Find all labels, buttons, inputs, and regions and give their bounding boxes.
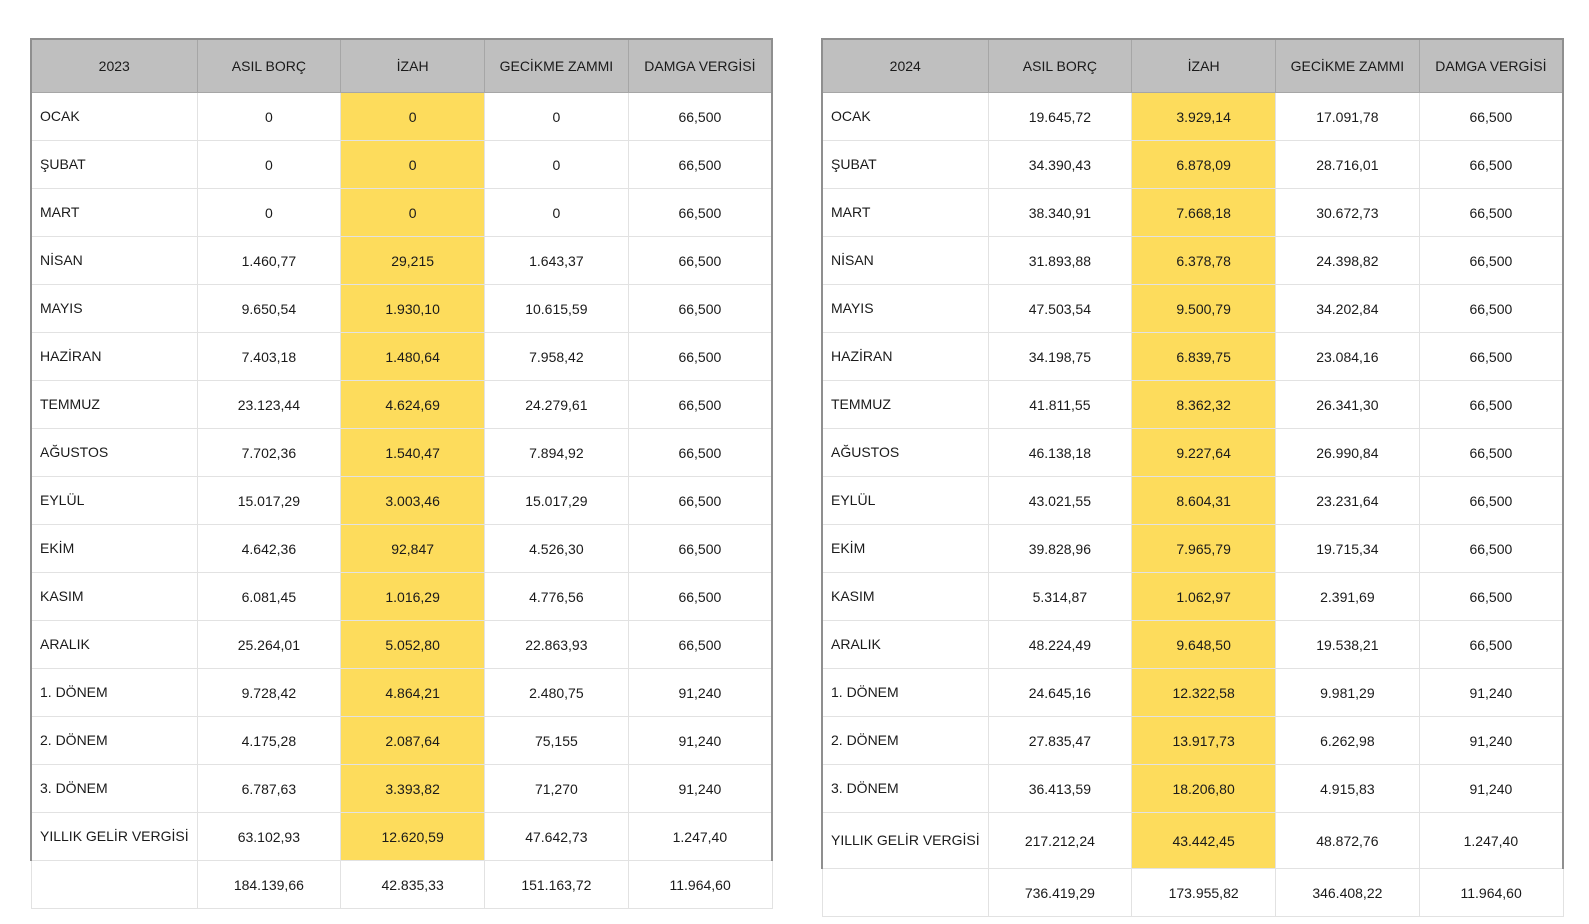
izah-cell: 4.624,69 [341,381,485,429]
asil-borc-cell: 34.390,43 [988,141,1132,189]
izah-cell: 1.540,47 [341,429,485,477]
izah-cell: 92,847 [341,525,485,573]
asil-borc-cell: 9.728,42 [197,669,341,717]
izah-cell: 8.362,32 [1132,381,1276,429]
gecikme-zammi-cell: 23.231,64 [1276,477,1420,525]
header-year: 2023 [31,39,197,93]
gecikme-zammi-cell: 2.480,75 [485,669,629,717]
izah-cell: 9.648,50 [1132,621,1276,669]
asil-borc-cell: 63.102,93 [197,813,341,861]
asil-borc-cell: 9.650,54 [197,285,341,333]
row-label: EYLÜL [31,477,197,525]
gecikme-zammi-cell: 30.672,73 [1276,189,1420,237]
gecikme-zammi-cell: 4.915,83 [1276,765,1420,813]
table-row [31,285,772,333]
gecikme-zammi-cell: 1.643,37 [485,237,629,285]
gecikme-zammi-cell: 75,155 [485,717,629,765]
izah-cell: 0 [341,141,485,189]
table-row [822,669,1563,717]
table-row [822,381,1563,429]
table-row [31,621,772,669]
row-label: AĞUSTOS [822,429,988,477]
table-row [822,285,1563,333]
row-label: NİSAN [31,237,197,285]
table-row [822,621,1563,669]
row-label: 3. DÖNEM [822,765,988,813]
izah-cell: 1.480,64 [341,333,485,381]
table-row [822,717,1563,765]
asil-borc-cell: 48.224,49 [988,621,1132,669]
header-gecikme-zammi: GECİKME ZAMMI [485,39,629,93]
row-label: 1. DÖNEM [31,669,197,717]
header-year: 2024 [822,39,988,93]
gecikme-zammi-cell: 15.017,29 [485,477,629,525]
asil-borc-cell: 7.702,36 [197,429,341,477]
gecikme-zammi-cell: 23.084,16 [1276,333,1420,381]
izah-cell: 12.322,58 [1132,669,1276,717]
table-row [822,333,1563,381]
izah-cell: 0 [341,93,485,141]
asil-borc-cell: 36.413,59 [988,765,1132,813]
asil-borc-cell: 23.123,44 [197,381,341,429]
damga-vergisi-cell: 1.247,40 [628,813,772,861]
table-row [822,525,1563,573]
table-row [822,765,1563,813]
izah-cell: 1.062,97 [1132,573,1276,621]
row-label: OCAK [31,93,197,141]
table-row [31,813,772,861]
damga-vergisi-cell: 66,500 [628,189,772,237]
gecikme-zammi-cell: 0 [485,93,629,141]
row-label: KASIM [822,573,988,621]
table-row [822,813,1563,869]
gecikme-zammi-cell: 34.202,84 [1276,285,1420,333]
asil-borc-cell: 4.642,36 [197,525,341,573]
damga-vergisi-cell: 66,500 [628,573,772,621]
gecikme-zammi-cell: 47.642,73 [485,813,629,861]
asil-borc-cell: 41.811,55 [988,381,1132,429]
damga-vergisi-cell: 91,240 [628,669,772,717]
izah-cell: 4.864,21 [341,669,485,717]
asil-borc-cell: 27.835,47 [988,717,1132,765]
gecikme-zammi-cell: 19.715,34 [1276,525,1420,573]
izah-cell: 3.929,14 [1132,93,1276,141]
total-asil-borc-cell: 736.419,29 [988,869,1132,917]
row-label: NİSAN [822,237,988,285]
damga-vergisi-cell: 1.247,40 [1419,813,1563,869]
izah-cell: 1.016,29 [341,573,485,621]
table-row [31,189,772,237]
asil-borc-cell: 46.138,18 [988,429,1132,477]
row-label: 2. DÖNEM [31,717,197,765]
damga-vergisi-cell: 66,500 [1419,189,1563,237]
izah-cell: 29,215 [341,237,485,285]
table-row [822,93,1563,141]
asil-borc-cell: 4.175,28 [197,717,341,765]
damga-vergisi-cell: 66,500 [1419,285,1563,333]
row-label: ŞUBAT [31,141,197,189]
totals-row [31,861,772,909]
damga-vergisi-cell: 91,240 [1419,717,1563,765]
damga-vergisi-cell: 66,500 [628,93,772,141]
gecikme-zammi-cell: 28.716,01 [1276,141,1420,189]
gecikme-zammi-cell: 4.776,56 [485,573,629,621]
total-row-label [822,869,988,917]
damga-vergisi-cell: 91,240 [1419,765,1563,813]
gecikme-zammi-cell: 0 [485,141,629,189]
damga-vergisi-cell: 91,240 [1419,669,1563,717]
header-row [31,39,772,93]
gecikme-zammi-cell: 19.538,21 [1276,621,1420,669]
row-label: MART [822,189,988,237]
header-asil-borc: ASIL BORÇ [197,39,341,93]
gecikme-zammi-cell: 22.863,93 [485,621,629,669]
asil-borc-cell: 217.212,24 [988,813,1132,869]
damga-vergisi-cell: 66,500 [1419,429,1563,477]
asil-borc-cell: 0 [197,93,341,141]
izah-cell: 3.393,82 [341,765,485,813]
table-row [31,765,772,813]
header-asil-borc: ASIL BORÇ [988,39,1132,93]
izah-cell: 7.668,18 [1132,189,1276,237]
gecikme-zammi-cell: 9.981,29 [1276,669,1420,717]
table-row [822,141,1563,189]
row-label: OCAK [822,93,988,141]
damga-vergisi-cell: 66,500 [1419,525,1563,573]
asil-borc-cell: 31.893,88 [988,237,1132,285]
header-izah: İZAH [1132,39,1276,93]
gecikme-zammi-cell: 24.398,82 [1276,237,1420,285]
header-izah: İZAH [341,39,485,93]
table-row [31,141,772,189]
asil-borc-cell: 39.828,96 [988,525,1132,573]
izah-cell: 8.604,31 [1132,477,1276,525]
izah-cell: 43.442,45 [1132,813,1276,869]
asil-borc-cell: 5.314,87 [988,573,1132,621]
row-label: 3. DÖNEM [31,765,197,813]
total-izah-cell: 173.955,82 [1132,869,1276,917]
izah-cell: 1.930,10 [341,285,485,333]
row-label: EKİM [822,525,988,573]
gecikme-zammi-cell: 26.341,30 [1276,381,1420,429]
gecikme-zammi-cell: 17.091,78 [1276,93,1420,141]
header-damga-vergisi: DAMGA VERGİSİ [628,39,772,93]
table-row [822,573,1563,621]
row-label: HAZİRAN [822,333,988,381]
asil-borc-cell: 6.081,45 [197,573,341,621]
table-row [31,669,772,717]
table-row [822,477,1563,525]
gecikme-zammi-cell: 24.279,61 [485,381,629,429]
row-label: HAZİRAN [31,333,197,381]
damga-vergisi-cell: 66,500 [1419,477,1563,525]
damga-vergisi-cell: 66,500 [1419,141,1563,189]
asil-borc-cell: 25.264,01 [197,621,341,669]
gecikme-zammi-cell: 7.958,42 [485,333,629,381]
izah-cell: 5.052,80 [341,621,485,669]
table-row [822,189,1563,237]
total-damga-vergisi-cell: 11.964,60 [628,861,772,909]
asil-borc-cell: 6.787,63 [197,765,341,813]
damga-vergisi-cell: 66,500 [628,237,772,285]
row-label: EYLÜL [822,477,988,525]
header-gecikme-zammi: GECİKME ZAMMI [1276,39,1420,93]
asil-borc-cell: 43.021,55 [988,477,1132,525]
gecikme-zammi-cell: 26.990,84 [1276,429,1420,477]
asil-borc-cell: 38.340,91 [988,189,1132,237]
row-label: AĞUSTOS [31,429,197,477]
damga-vergisi-cell: 91,240 [628,717,772,765]
izah-cell: 0 [341,189,485,237]
izah-cell: 9.227,64 [1132,429,1276,477]
gecikme-zammi-cell: 4.526,30 [485,525,629,573]
tax-table-2024 [821,38,1564,917]
izah-cell: 6.839,75 [1132,333,1276,381]
damga-vergisi-cell: 66,500 [628,429,772,477]
totals-row [822,869,1563,917]
table-row [31,381,772,429]
table-row [31,237,772,285]
total-gecikme-zammi-cell: 151.163,72 [485,861,629,909]
gecikme-zammi-cell: 71,270 [485,765,629,813]
damga-vergisi-cell: 66,500 [1419,381,1563,429]
asil-borc-cell: 34.198,75 [988,333,1132,381]
izah-cell: 12.620,59 [341,813,485,861]
asil-borc-cell: 19.645,72 [988,93,1132,141]
asil-borc-cell: 0 [197,189,341,237]
asil-borc-cell: 47.503,54 [988,285,1132,333]
total-gecikme-zammi-cell: 346.408,22 [1276,869,1420,917]
asil-borc-cell: 7.403,18 [197,333,341,381]
damga-vergisi-cell: 66,500 [1419,573,1563,621]
gecikme-zammi-cell: 7.894,92 [485,429,629,477]
damga-vergisi-cell: 66,500 [628,477,772,525]
asil-borc-cell: 0 [197,141,341,189]
table-row [31,717,772,765]
total-damga-vergisi-cell: 11.964,60 [1419,869,1563,917]
asil-borc-cell: 15.017,29 [197,477,341,525]
damga-vergisi-cell: 66,500 [628,381,772,429]
asil-borc-cell: 24.645,16 [988,669,1132,717]
row-label: TEMMUZ [822,381,988,429]
tax-table-2023 [30,38,773,909]
damga-vergisi-cell: 66,500 [1419,621,1563,669]
table-row [31,333,772,381]
damga-vergisi-cell: 91,240 [628,765,772,813]
row-label: ARALIK [822,621,988,669]
table-row [31,93,772,141]
total-izah-cell: 42.835,33 [341,861,485,909]
row-label: EKİM [31,525,197,573]
damga-vergisi-cell: 66,500 [1419,93,1563,141]
izah-cell: 2.087,64 [341,717,485,765]
table-body [31,93,772,909]
row-label: YILLIK GELİR VERGİSİ [822,813,988,869]
row-label: MAYIS [822,285,988,333]
gecikme-zammi-cell: 2.391,69 [1276,573,1420,621]
table-row [822,429,1563,477]
damga-vergisi-cell: 66,500 [628,141,772,189]
izah-cell: 6.878,09 [1132,141,1276,189]
damga-vergisi-cell: 66,500 [1419,237,1563,285]
row-label: MAYIS [31,285,197,333]
asil-borc-cell: 1.460,77 [197,237,341,285]
row-label: 2. DÖNEM [822,717,988,765]
row-label: MART [31,189,197,237]
izah-cell: 18.206,80 [1132,765,1276,813]
damga-vergisi-cell: 66,500 [628,333,772,381]
gecikme-zammi-cell: 10.615,59 [485,285,629,333]
izah-cell: 9.500,79 [1132,285,1276,333]
izah-cell: 3.003,46 [341,477,485,525]
header-row [822,39,1563,93]
total-asil-borc-cell: 184.139,66 [197,861,341,909]
damga-vergisi-cell: 66,500 [628,525,772,573]
izah-cell: 13.917,73 [1132,717,1276,765]
table-row [31,429,772,477]
row-label: YILLIK GELİR VERGİSİ [31,813,197,861]
table-row [822,237,1563,285]
izah-cell: 7.965,79 [1132,525,1276,573]
row-label: TEMMUZ [31,381,197,429]
damga-vergisi-cell: 66,500 [628,621,772,669]
gecikme-zammi-cell: 48.872,76 [1276,813,1420,869]
row-label: KASIM [31,573,197,621]
total-row-label [31,861,197,909]
table-row [31,477,772,525]
header-damga-vergisi: DAMGA VERGİSİ [1419,39,1563,93]
damga-vergisi-cell: 66,500 [1419,333,1563,381]
damga-vergisi-cell: 66,500 [628,285,772,333]
gecikme-zammi-cell: 6.262,98 [1276,717,1420,765]
table-row [31,525,772,573]
row-label: ARALIK [31,621,197,669]
row-label: ŞUBAT [822,141,988,189]
table-body [822,93,1563,917]
gecikme-zammi-cell: 0 [485,189,629,237]
row-label: 1. DÖNEM [822,669,988,717]
izah-cell: 6.378,78 [1132,237,1276,285]
table-row [31,573,772,621]
